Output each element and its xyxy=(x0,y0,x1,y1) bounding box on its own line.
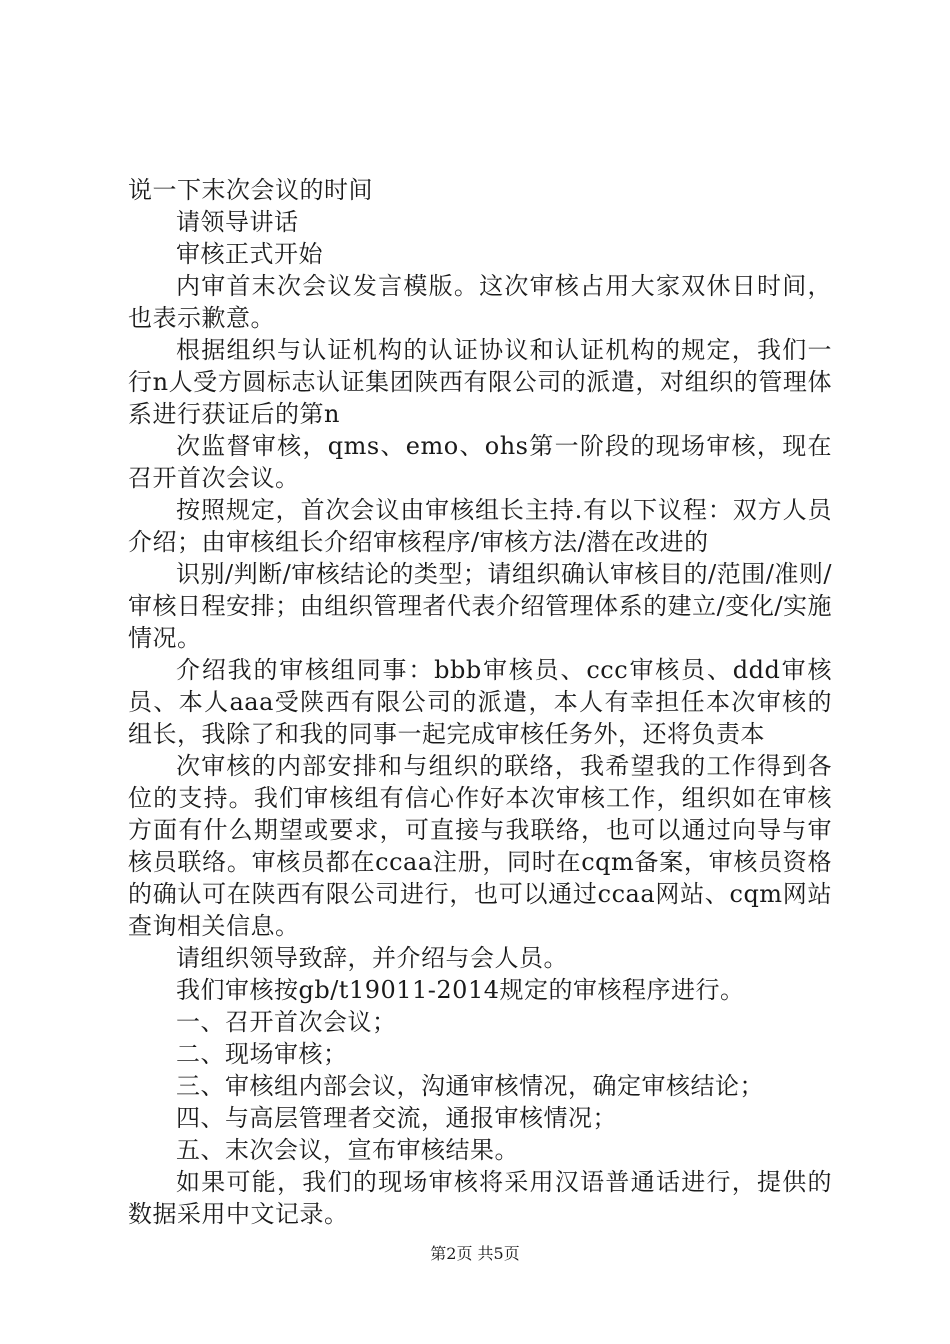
paragraph-6: 次监督审核，qms、emo、ohs第一阶段的现场审核，现在召开首次会议。 xyxy=(128,432,832,492)
list-item-4: 四、与高层管理者交流，通报审核情况； xyxy=(176,1104,617,1132)
paragraph-9: 介绍我的审核组同事：bbb审核员、ccc审核员、ddd审核员、本人aaa受陕西有限公司的派遣，本人有幸担任本次审核的组长，我除了和我的同事一起完成审核任务外，还将负责本 xyxy=(128,656,832,748)
page-footer xyxy=(0,1244,950,1264)
paragraph-10: 次审核的内部安排和与组织的联络，我希望我的工作得到各位的支持。我们审核组有信心作好本次审核工作，组织如在审核方面有什么期望或要求，可直接与我联络，也可以通过向导与审核员联络。审核员都在ccaa注册，同时在cqm备案，审核员资格的确认可在陕西有限公司进行，也可以通过ccaa网站、cqm网站查询相关信息。 xyxy=(128,752,832,940)
paragraph-2: 请领导讲话 xyxy=(176,208,299,236)
paragraph-7: 按照规定，首次会议由审核组长主持.有以下议程：双方人员介绍；由审核组长介绍审核程序/审核方法/潜在改进的 xyxy=(128,496,832,556)
list-item-2: 二、现场审核； xyxy=(176,1040,348,1068)
list-item-5: 五、末次会议，宣布审核结果。 xyxy=(176,1136,519,1164)
paragraph-11: 请组织领导致辞，并介绍与会人员。 xyxy=(176,944,568,972)
paragraph-5: 根据组织与认证机构的认证协议和认证机构的规定，我们一行n人受方圆标志认证集团陕西有限公司的派遣，对组织的管理体系进行获证后的第n xyxy=(128,336,832,428)
paragraph-12: 我们审核按gb/t19011-2014规定的审核程序进行。 xyxy=(176,976,745,1004)
paragraph-13: 如果可能，我们的现场审核将采用汉语普通话进行，提供的数据采用中文记录。 xyxy=(128,1168,832,1228)
paragraph-1: 说一下末次会议的时间 xyxy=(128,176,373,204)
list-item-3: 三、审核组内部会议，沟通审核情况，确定审核结论； xyxy=(176,1072,764,1100)
paragraph-3: 审核正式开始 xyxy=(176,240,323,268)
page-number-label: 第2页 共5页 xyxy=(430,1244,520,1263)
list-item-1: 一、召开首次会议； xyxy=(176,1008,397,1036)
document-body xyxy=(128,174,832,1230)
paragraph-4: 内审首末次会议发言模版。这次审核占用大家双休日时间，也表示歉意。 xyxy=(128,272,832,332)
paragraph-8: 识别/判断/审核结论的类型；请组织确认审核目的/范围/准则/审核日程安排；由组织管理者代表介绍管理体系的建立/变化/实施情况。 xyxy=(128,560,832,652)
